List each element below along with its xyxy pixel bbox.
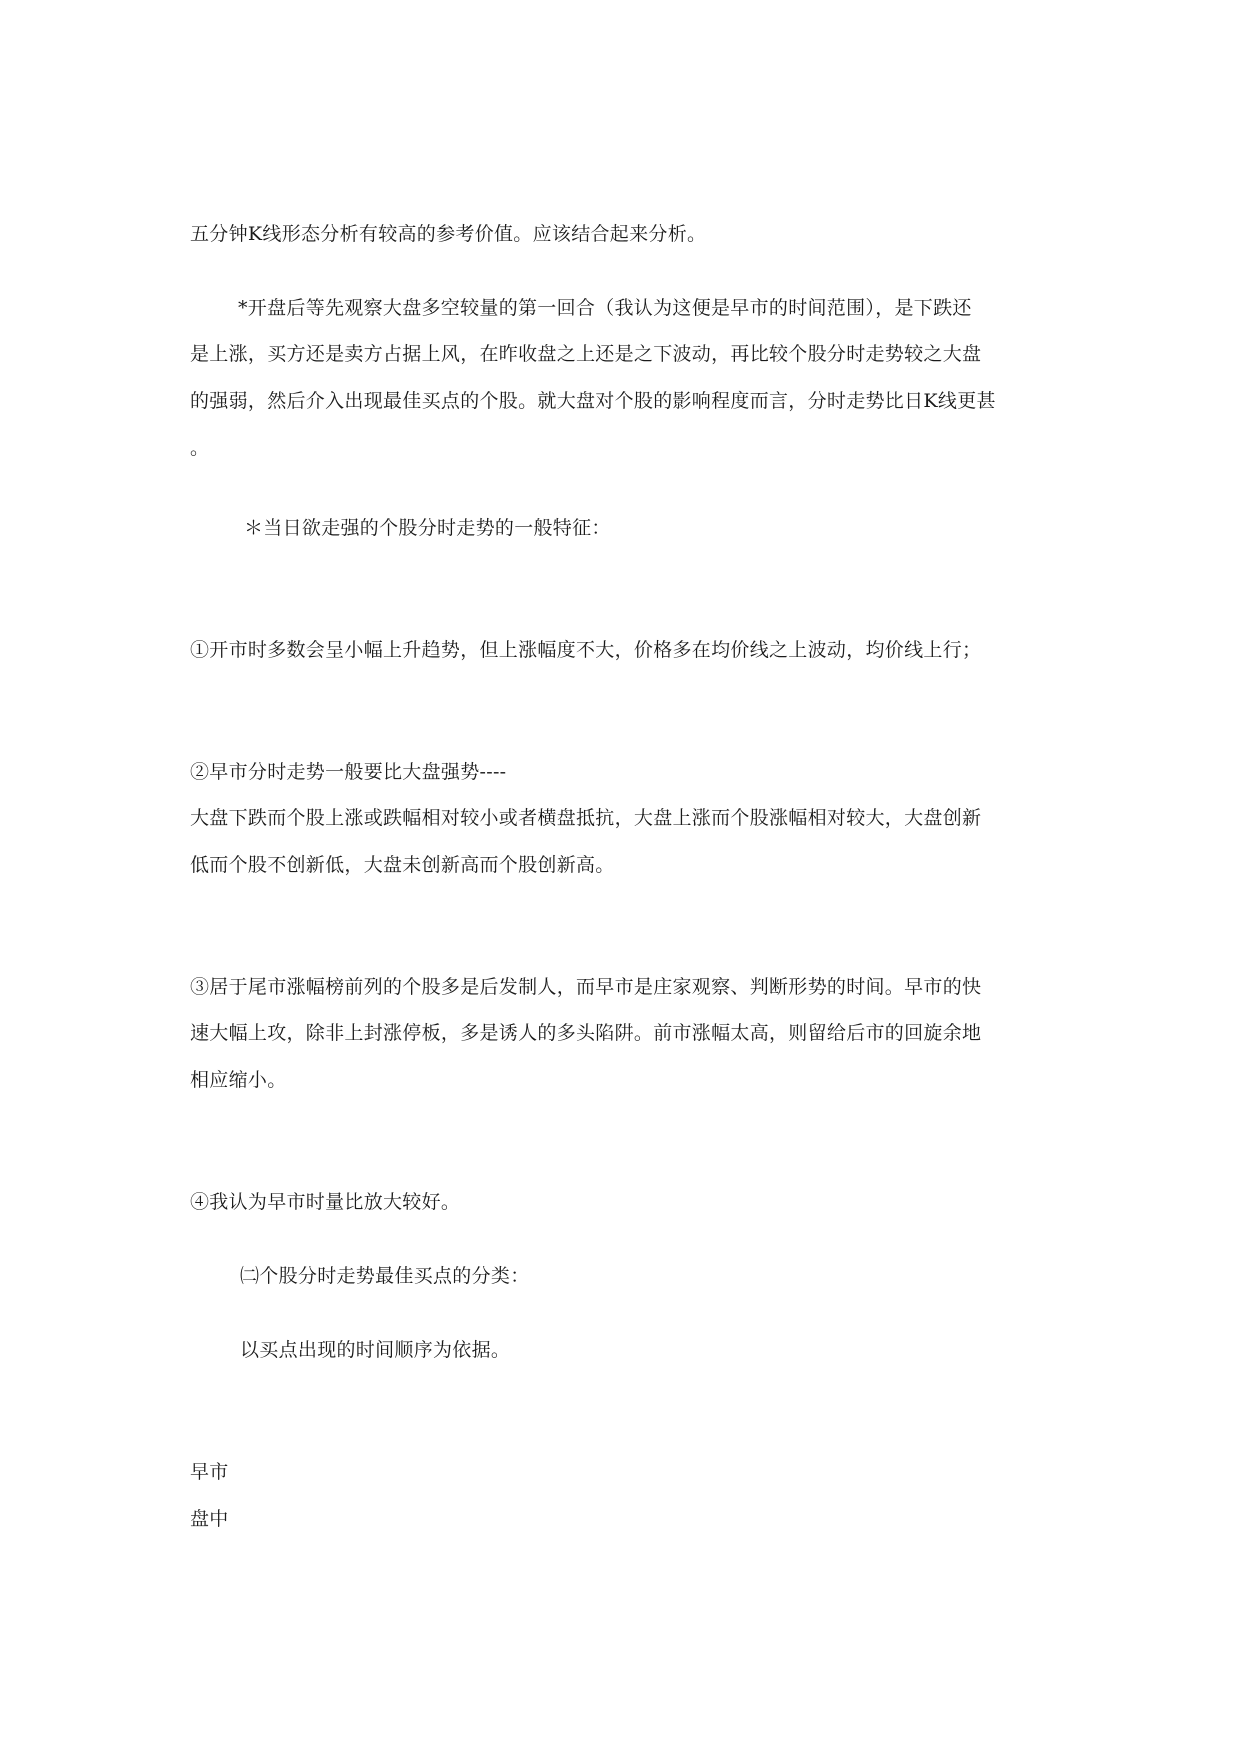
text-line-13: 相应缩小。 [190, 1069, 287, 1091]
text-line-11: ③居于尾市涨幅榜前列的个股多是后发制人，而早市是庄家观察、判断形势的时间。早市的快 [190, 976, 982, 998]
text-line-2: *开盘后等先观察大盘多空较量的第一回合（我认为这便是早市的时间范围），是下跌还 [238, 297, 972, 319]
text-line-18: 盘中 [190, 1508, 229, 1530]
text-line-14: ④我认为早市时量比放大较好。 [190, 1191, 461, 1213]
text-line-1: 五分钟K线形态分析有较高的参考价值。应该结合起来分析。 [190, 223, 707, 245]
text-line-15: ㈡个股分时走势最佳买点的分类： [240, 1265, 530, 1287]
text-line-4: 的强弱，然后介入出现最佳买点的个股。就大盘对个股的影响程度而言，分时走势比日K线更甚 [190, 390, 996, 412]
text-line-17: 早市 [190, 1461, 229, 1483]
text-line-6: ＊当日欲走强的个股分时走势的一般特征： [244, 517, 611, 539]
text-line-10: 低而个股不创新低，大盘未创新高而个股创新高。 [190, 854, 615, 876]
text-line-16: 以买点出现的时间顺序为依据。 [240, 1339, 511, 1361]
text-line-7: ①开市时多数会呈小幅上升趋势，但上涨幅度不大，价格多在均价线之上波动，均价线上行； [190, 639, 982, 661]
text-line-5: 。 [190, 437, 210, 459]
text-line-3: 是上涨，买方还是卖方占据上风，在昨收盘之上还是之下波动，再比较个股分时走势较之大盘 [190, 343, 982, 365]
text-line-12: 速大幅上攻，除非上封涨停板，多是诱人的多头陷阱。前市涨幅太高，则留给后市的回旋余地 [190, 1022, 982, 1044]
text-line-8: ②早市分时走势一般要比大盘强势---- [190, 761, 507, 783]
text-line-9: 大盘下跌而个股上涨或跌幅相对较小或者横盘抵抗，大盘上涨而个股涨幅相对较大，大盘创新 [190, 807, 982, 829]
